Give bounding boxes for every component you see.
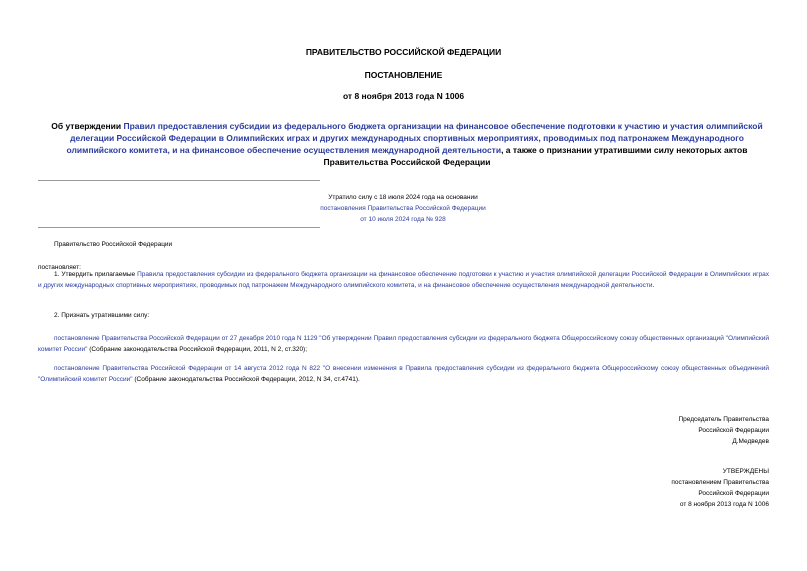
issuer-text: Правительство Российской Федерации [54, 241, 173, 248]
approval-date-number: от 8 ноября 2013 года N 1006 [679, 501, 769, 508]
separator-bottom [38, 227, 320, 228]
signature-name: Д.Медведев [732, 438, 769, 445]
signature-block [678, 414, 769, 447]
lost-force-line1: Утратило силу с 18 июля 2024 года на основании [328, 194, 478, 201]
item-1 [38, 269, 769, 291]
repealed-ref-2 [38, 363, 769, 385]
repealed-ref-2-link[interactable]: постановление Правительства Российской Федерации от 14 августа 2012 года N 822 "О внесении изменения в Правила предоставления субсидии из федерального бюджета Общероссийскому союзу общественных объединений "Олимпийский комитет России" [38, 365, 769, 383]
document-date-number: от 8 ноября 2013 года N 1006 [342, 91, 465, 101]
approval-block [671, 466, 769, 510]
lost-force-decree-link[interactable]: постановления Правительства Российской Федерации [320, 205, 486, 212]
title-prefix: Об утверждении [51, 121, 124, 131]
repealed-ref-1-source: (Собрание законодательства Российской Федерации, 2011, N 2, ст.320); [87, 346, 308, 353]
lost-force-notice [300, 192, 506, 225]
government-heading: ПРАВИТЕЛЬСТВО РОССИЙСКОЙ ФЕДЕРАЦИИ [305, 47, 502, 57]
repealed-ref-1-link[interactable]: постановление Правительства Российской Федерации от 27 декабря 2010 года N 1129 "Об утверждении Правил предоставления субсидии из федерального бюджета Общероссийскому союзу общественных организаций "Олимпийский комитет России" [38, 335, 769, 353]
item-1-rules-link[interactable]: Правила предоставления субсидии из федерального бюджета организации на финансовое обеспечение подготовки к участию и участия олимпийской делегации Российской Федерации в Олимпийских играх и других международных спортивных мероприятиях, проводимых под патронажем Международного олимпийского комитета, и на финансовое обеспечение осуществления международной деятельности [38, 271, 769, 289]
title-suffix: , а также о признании утратившими силу некоторых актов Правительства Российской Федерации [323, 145, 748, 167]
signature-country: Российской Федерации [698, 427, 769, 434]
decrees-text: постановляет: [38, 264, 81, 271]
repealed-ref-1 [38, 333, 769, 355]
separator-top [38, 180, 320, 181]
item-1-suffix: . [652, 282, 655, 289]
document-title [44, 120, 770, 168]
signature-position: Председатель Правительства [678, 416, 769, 423]
document-type-heading: ПОСТАНОВЛЕНИЕ [364, 70, 443, 80]
item-2: 2. Признать утратившими силу: [54, 312, 150, 319]
approval-title: УТВЕРЖДЕНЫ [722, 468, 769, 475]
lost-force-decree-date[interactable]: от 10 июля 2024 года № 928 [360, 216, 446, 223]
title-rules-link[interactable]: Правил предоставления субсидии из федерального бюджета организации на финансовое обеспечение подготовки к участию и участия олимпийской делегации Российской Федерации в Олимпийских играх и других международных спортивных мероприятиях, проводимых под патронажем Международного олимпийского комитета, и на финансовое обеспечение осуществления международной деятельности [66, 121, 763, 155]
approval-country: Российской Федерации [698, 490, 769, 497]
repealed-ref-2-source: (Собрание законодательства Российской Федерации, 2012, N 34, ст.4741). [132, 376, 360, 383]
item-1-prefix: 1. Утвердить прилагаемые [54, 271, 138, 278]
approval-by: постановлением Правительства [671, 479, 769, 486]
